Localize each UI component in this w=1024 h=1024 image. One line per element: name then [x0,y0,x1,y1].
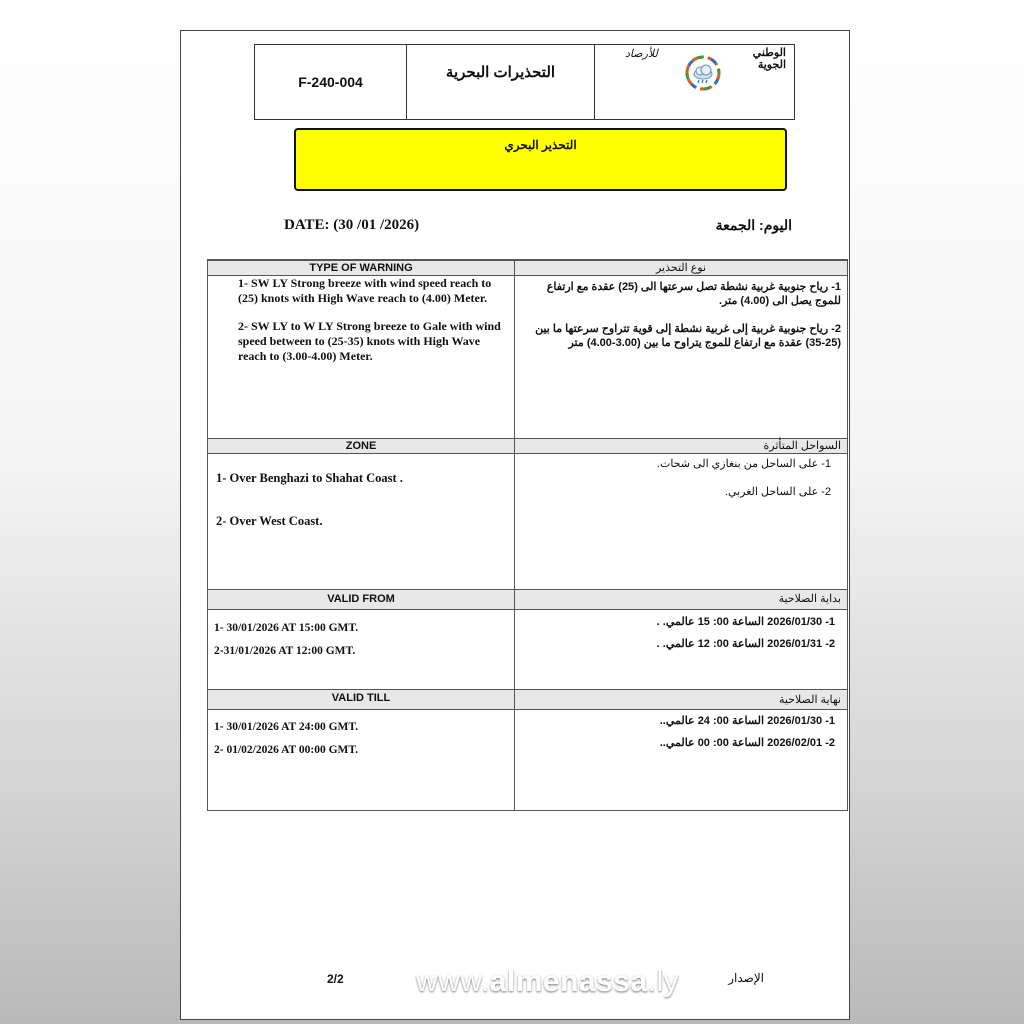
valid-from-english [214,621,508,659]
valid-from-item-ar: 1- 2026/01/30 الساعة 00: 15 عالمي. . [656,616,835,628]
valid-till-header-ar: نهاية الصلاحية [515,689,847,710]
document-page [180,30,850,1020]
warning-item: 1- SW LY Strong breeze with wind speed reach to (25) knots with High Wave reach to (4.00) Meter. [238,276,492,305]
valid-from-item: 1- 30/01/2026 AT 15:00 GMT. [214,622,359,634]
valid-till-english [214,720,508,758]
issue-label: الإصدار [728,971,764,985]
valid-from-arabic [521,615,835,651]
valid-from-item-ar: 2- 2026/01/31 الساعة 00: 12 عالمي. . [656,638,835,650]
zone-header-ar: السواحل المتأثرة [515,438,847,454]
date-english: DATE: (30 /01 /2026) [284,217,420,233]
valid-from-item: 2-31/01/2026 AT 12:00 GMT. [214,645,356,657]
zone-arabic [521,457,831,499]
zone-item-ar: 2- على الساحل الغربي. [724,486,831,498]
organization-block [595,45,794,119]
valid-till-header: VALID TILL [208,689,514,710]
warning-item-ar: 2- رياح جنوبية غربية إلى غربية نشطة إلى قوية تتراوح سرعتها ما بين (25-35) عقدة مع ارتفاع للموج يتراوح ما بين (3.00-4.00) متر [535,323,841,349]
form-code: F-240-004 [255,45,407,119]
date-arabic: اليوم: الجمعة [715,217,792,233]
warning-banner: التحذير البحري [294,128,787,191]
type-of-warning-english [238,276,508,377]
arabic-column [515,260,847,810]
zone-item-ar: 1- على الساحل من بنغازي الى شحات. [656,458,831,470]
valid-till-arabic [521,714,835,750]
type-of-warning-header-ar: نوع التحذير [515,260,847,276]
valid-till-item-ar: 2- 2026/02/01 الساعة 00: 00 عالمي.. [659,737,835,749]
type-of-warning-header: TYPE OF WARNING [208,260,514,276]
form-title: التحذيرات البحرية [407,45,595,119]
page-number: 2/2 [327,972,344,986]
org-name-left: للأرصاد [625,48,658,60]
english-column [208,260,515,810]
form-header [254,44,795,120]
valid-till-item-ar: 1- 2026/01/30 الساعة 00: 24 عالمي.. [659,715,835,727]
zone-header: ZONE [208,438,514,454]
valid-from-header: VALID FROM [208,589,514,610]
zone-item: 2- Over West Coast. [216,514,323,528]
weather-logo-icon [685,55,721,91]
zone-item: 1- Over Benghazi to Shahat Coast . [216,471,403,485]
valid-till-item: 2- 01/02/2026 AT 00:00 GMT. [214,744,359,756]
valid-from-header-ar: بداية الصلاحية [515,589,847,610]
zone-english [216,471,508,529]
website-watermark: www.almenassa.ly [416,965,680,998]
warning-table [207,259,848,811]
valid-till-item: 1- 30/01/2026 AT 24:00 GMT. [214,721,359,733]
type-of-warning-arabic [521,280,841,364]
org-name-right: الوطني الجوية [752,47,786,71]
warning-item: 2- SW LY to W LY Strong breeze to Gale with wind speed between to (25-35) knots with High Wave reach to (3.00-4.00) Meter. [238,319,501,363]
warning-item-ar: 1- رياح جنوبية غربية نشطة تصل سرعتها الى (25) عقدة مع ارتفاع للموج يصل الى (4.00) متر. [546,281,841,307]
